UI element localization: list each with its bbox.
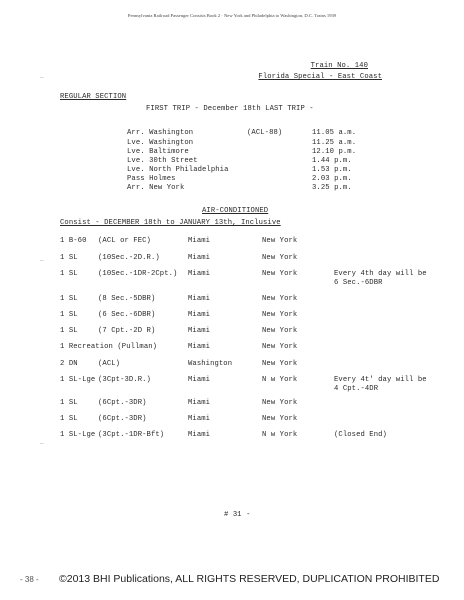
running-header: Pennsylvania Railroad Passenger Consists Book 2 · New York and Philadelphia to Washington, D.C. Trains 1939 — [127, 13, 337, 18]
car-origin: Miami — [188, 327, 211, 335]
car-destination: N w York — [262, 376, 298, 384]
schedule-time: 1.44 p.m. — [312, 157, 352, 165]
car-origin: Miami — [188, 311, 211, 319]
car-type: (6 Sec.-6DBR) — [98, 311, 156, 319]
car-destination: New York — [262, 254, 298, 262]
schedule-event: Arr. New York — [127, 184, 185, 192]
schedule-event: Lve. Washington — [127, 139, 194, 147]
car-quantity: 1 SL — [60, 254, 78, 262]
car-origin: Miami — [188, 237, 211, 245]
page-number: # 31 - — [224, 511, 251, 519]
car-remark: Every 4th day will be 6 Sec.-6DBR — [334, 270, 427, 287]
car-type: (3Cpt.-1DR-Bft) — [98, 431, 165, 439]
schedule-time: 3.25 p.m. — [312, 184, 352, 192]
schedule-event: Lve. Baltimore — [127, 148, 189, 156]
schedule-time: 11.05 a.m. — [312, 129, 357, 137]
section-title: REGULAR SECTION — [60, 93, 127, 101]
car-type: (7 Cpt.-2D R) — [98, 327, 156, 335]
car-quantity: 1 SL — [60, 399, 78, 407]
consist-title: Consist - DECEMBER 18th to JANUARY 13th, Inclusive — [60, 219, 281, 227]
car-quantity: 2 DN — [60, 360, 78, 368]
car-destination: New York — [262, 343, 298, 351]
car-type: (6Cpt.-3DR) — [98, 415, 147, 423]
car-type: (3Cpt-3D.R.) — [98, 376, 151, 384]
car-destination: New York — [262, 311, 298, 319]
footer-page-number: - 38 - — [20, 575, 39, 584]
margin-mark: — — [40, 74, 44, 81]
schedule-time: 12.10 p.m. — [312, 148, 357, 156]
car-destination: New York — [262, 415, 298, 423]
car-origin: Miami — [188, 270, 211, 278]
car-type: (6Cpt.-3DR) — [98, 399, 147, 407]
schedule-event: Pass Holmes — [127, 175, 176, 183]
car-type: (10Sec.-2D.R.) — [98, 254, 160, 262]
car-destination: New York — [262, 295, 298, 303]
schedule-time: 1.53 p.m. — [312, 166, 352, 174]
car-quantity: 1 SL — [60, 311, 78, 319]
car-destination: New York — [262, 360, 298, 368]
car-destination: N w York — [262, 431, 298, 439]
car-origin: Miami — [188, 399, 211, 407]
car-quantity: 1 SL — [60, 415, 78, 423]
train-name: Florida Special - East Coast — [258, 73, 382, 81]
car-quantity: 1 SL-Lge — [60, 431, 96, 439]
trip-dates: FIRST TRIP - December 18th LAST TRIP - — [146, 105, 314, 113]
margin-mark: — — [40, 257, 44, 264]
car-quantity: 1 Recreation (Pullman) — [60, 343, 158, 351]
car-remark: (Closed End) — [334, 431, 387, 439]
car-type: (10Sec.-1DR-2Cpt.) — [98, 270, 178, 278]
schedule-event: Arr. Washington — [127, 129, 194, 137]
car-remark: Every 4t' day will be 4 Cpt.-4DR — [334, 376, 427, 393]
car-quantity: 1 SL — [60, 295, 78, 303]
car-quantity: 1 SL — [60, 270, 78, 278]
car-type: (8 Sec.-5DBR) — [98, 295, 156, 303]
car-origin: Miami — [188, 431, 211, 439]
car-origin: Miami — [188, 415, 211, 423]
car-destination: New York — [262, 237, 298, 245]
train-number: Train No. 140 — [310, 62, 368, 70]
schedule-event: Lve. 30th Street — [127, 157, 198, 165]
air-conditioned-label: AIR-CONDITIONED — [202, 207, 269, 215]
car-destination: New York — [262, 270, 298, 278]
car-quantity: 1 SL — [60, 327, 78, 335]
car-destination: New York — [262, 327, 298, 335]
schedule-event: Lve. North Philadelphia — [127, 166, 229, 174]
car-origin: Washington — [188, 360, 233, 368]
car-destination: New York — [262, 399, 298, 407]
margin-mark: — — [40, 440, 44, 447]
car-type: (ACL or FEC) — [98, 237, 151, 245]
car-quantity: 1 B-60 — [60, 237, 87, 245]
car-origin: Miami — [188, 295, 211, 303]
schedule-note: (ACL-88) — [247, 129, 283, 137]
car-origin: Miami — [188, 343, 211, 351]
car-origin: Miami — [188, 254, 211, 262]
schedule-time: 2.03 p.m. — [312, 175, 352, 183]
copyright-notice: ©2013 BHI Publications, ALL RIGHTS RESERVED, DUPLICATION PROHIBITED — [59, 573, 440, 585]
car-origin: Miami — [188, 376, 211, 384]
car-type: (ACL) — [98, 360, 121, 368]
car-quantity: 1 SL-Lge — [60, 376, 96, 384]
schedule-time: 11.25 a.m. — [312, 139, 357, 147]
